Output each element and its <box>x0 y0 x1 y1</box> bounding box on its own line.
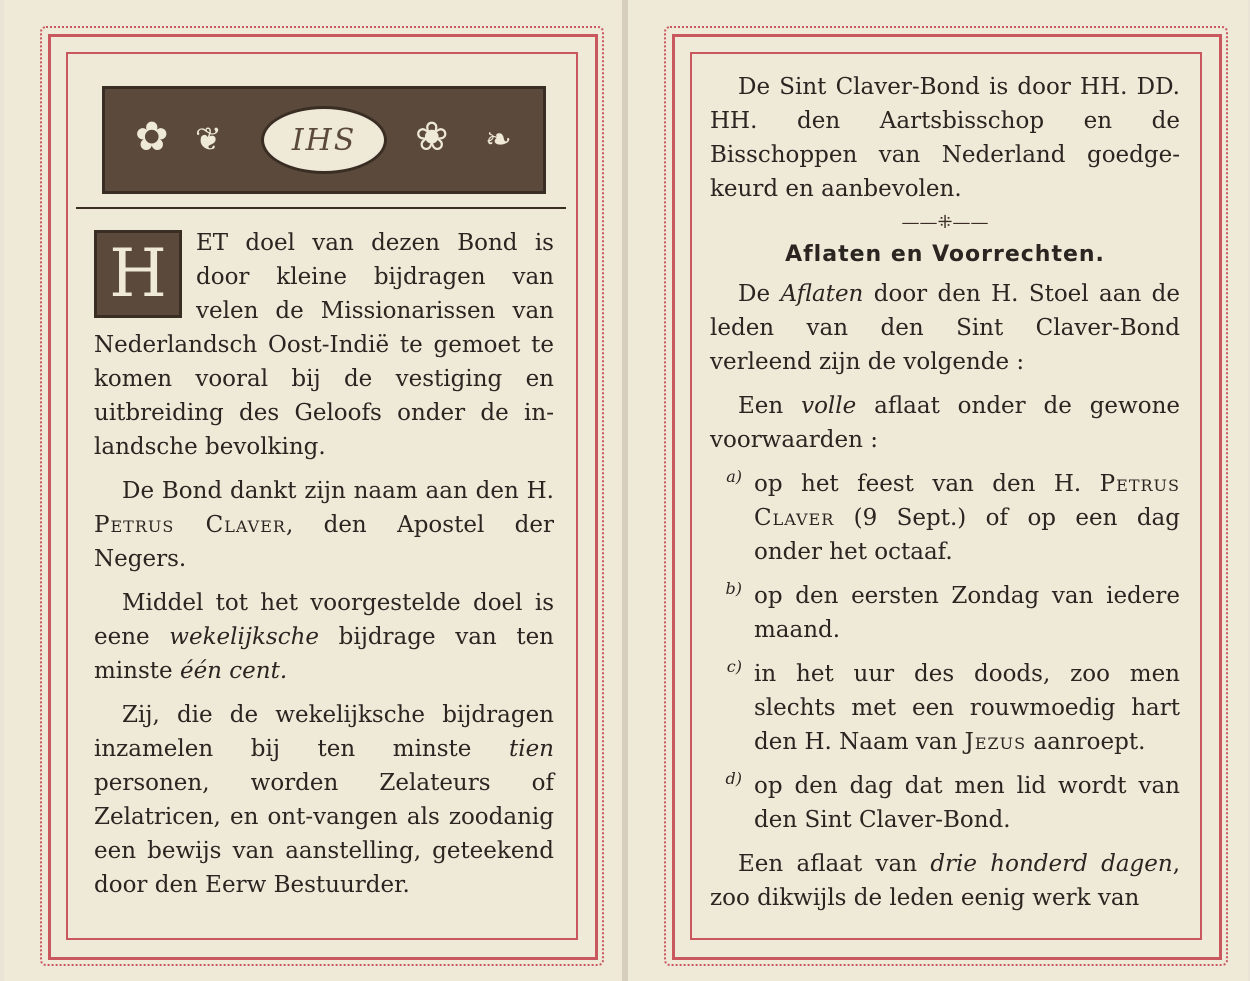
paragraph-volle-aflaat: Een volle aflaat onder de gewone voorwaarden : <box>710 393 1180 453</box>
divider-ornament: ——⁜—— <box>901 212 989 233</box>
leaf-ornament-icon: ❦ <box>195 120 222 158</box>
ihs-banner <box>102 86 546 194</box>
flower-ornament-icon: ✿ <box>135 114 169 160</box>
right-page <box>628 0 1248 981</box>
paragraph-partial-aflaat: Een aflaat van drie honderd dagen, zoo dikwijls de leden eenig werk van <box>710 851 1180 911</box>
paragraph-means: Middel tot het voorgestelde doel is eene wekelijksche bijdrage van ten minste één cent. <box>94 590 554 684</box>
left-page-text <box>94 226 554 902</box>
flower-ornament-icon: ❀ <box>415 114 449 160</box>
drop-cap: H <box>94 230 182 318</box>
paragraph-aflaten: De Aflaten door den H. Stoel aan de leden van den Sint Claver-Bond verleend zijn de volgende : <box>710 281 1180 375</box>
leaf-ornament-icon: ❧ <box>485 120 512 158</box>
left-page <box>4 0 624 981</box>
list-item: b) op den eersten Zondag van iedere maand. <box>725 579 1180 643</box>
list-item: c) in het uur des doods, zoo men slechts met een rouwmoedig hart den H. Naam van Jezus aanroept. <box>726 657 1180 755</box>
paragraph-purpose: ET doel van dezen Bond is door kleine bijdragen van velen de Missionarissen van Nederlandsch Oost-Indië te gemoet te komen vooral bij de vestiging en uitbreiding des Geloofs onder de in-landsche bevolking. <box>94 230 554 460</box>
paragraph-zelateurs: Zij, die de wekelijksche bijdragen inzamelen bij ten minste tien personen, worden Zelateurs of Zelatricen, en ont-vangen als zoodanig een bewijs van aanstelling, geteekend door den Eerw Bestuurder. <box>94 702 554 898</box>
right-page-text <box>710 70 1180 915</box>
list-item: a) op het feest van den H. Petrus Claver (9 Sept.) of op een dag onder het octaaf. <box>726 467 1180 565</box>
list-item: d) op den dag dat men lid wordt van den Sint Claver-Bond. <box>725 769 1180 833</box>
paragraph-name: De Bond dankt zijn naam aan den H. Petrus Claver, den Apostel der Negers. <box>94 478 554 572</box>
section-heading: Aflaten en Voorrechten. <box>785 242 1105 267</box>
paragraph-approval: De Sint Claver-Bond is door HH. DD. HH. den Aartsbisschop en de Bisschoppen van Nederland goedge-keurd en aanbevolen. <box>710 74 1180 202</box>
ihs-monogram: IHS <box>261 106 387 174</box>
banner-rule <box>76 207 566 209</box>
